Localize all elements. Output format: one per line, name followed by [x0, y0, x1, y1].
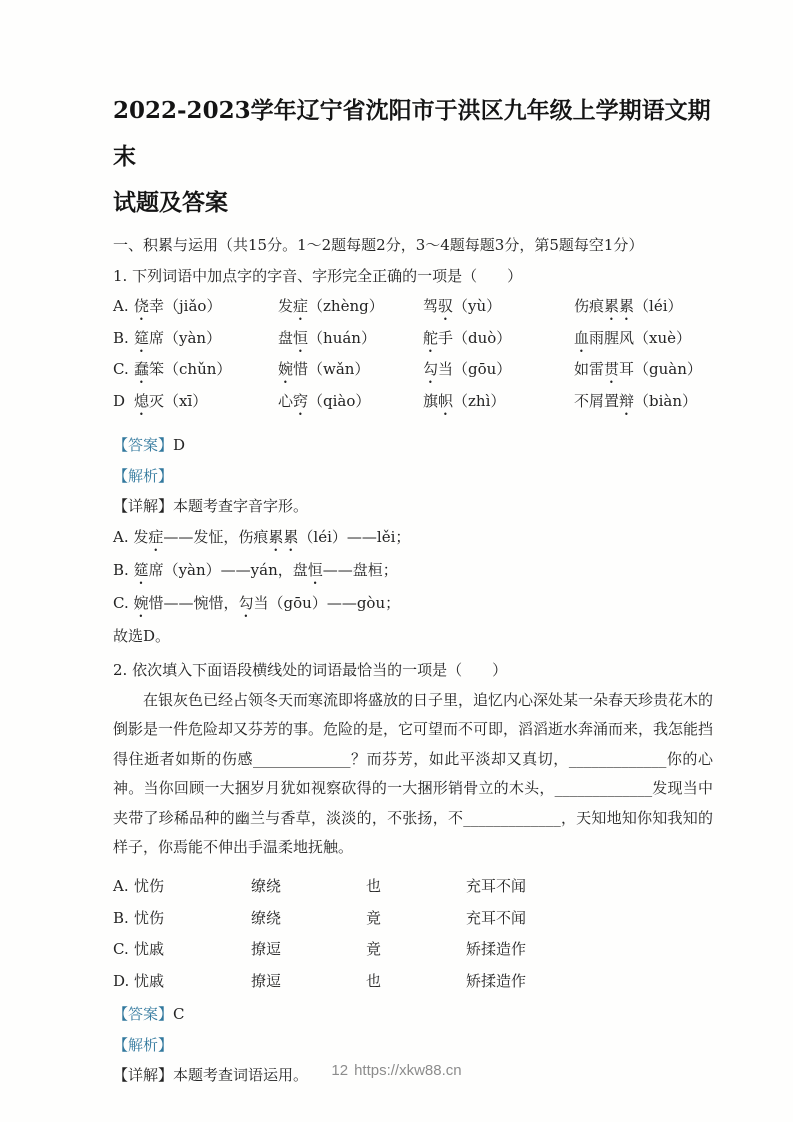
option-word: 忧戚 — [134, 971, 165, 990]
q1-analysis-line — [113, 461, 713, 492]
q1-detail-intro: 【详解】本题考查字音字形。 — [113, 497, 309, 515]
q2-option-b — [113, 903, 713, 935]
option-word: 侥幸（jiǎo） — [134, 297, 222, 315]
option-word: 筵席（yàn） — [134, 328, 222, 347]
option-word: 也 — [366, 971, 382, 990]
q2-option-a — [113, 871, 713, 903]
option-word: 矫揉造作 — [466, 971, 527, 990]
option-cell — [113, 966, 251, 998]
option-word: 舵手（duò） — [423, 328, 512, 347]
q1-options — [113, 291, 713, 417]
q1-detail-line-b: B. 筵席（yàn）——yán，盘恒——盘桓； — [113, 560, 398, 579]
option-word: 竟 — [366, 908, 382, 927]
q1-detail-line-a: A. 发症——发怔，伤痕累累（léi）——lěi； — [113, 527, 411, 546]
option-word: 如雷贯耳（guàn） — [574, 360, 702, 378]
option-word: 婉惜（wǎn） — [278, 360, 370, 378]
option-word: 撩逗 — [251, 971, 282, 990]
answer-label: 【答案】 — [113, 1005, 174, 1024]
document-content — [113, 88, 713, 1091]
option-word: 忧伤 — [134, 908, 165, 927]
option-word: 勾当（gōu） — [423, 360, 512, 378]
option-cell — [113, 354, 278, 387]
option-label: C. — [113, 940, 129, 959]
option-word: 撩逗 — [251, 940, 282, 959]
option-word: 血雨腥风（xuè） — [574, 328, 692, 347]
option-word: 伤痕累累（léi） — [574, 297, 683, 315]
analysis-label: 【解析】 — [113, 1035, 174, 1054]
q1-option-c — [113, 354, 713, 386]
q1-option-b — [113, 323, 713, 355]
q2-option-c — [113, 934, 713, 966]
q2-answer-value: C — [173, 1005, 185, 1024]
option-word: 盘恒（huán） — [278, 328, 376, 347]
q1-answer-line — [113, 430, 713, 461]
option-word: 缭绕 — [251, 877, 282, 896]
q1-answer-value: D — [173, 436, 186, 454]
q1-option-d — [113, 386, 713, 418]
option-word: 不屑置辩（biàn） — [574, 391, 698, 410]
option-word: 忧戚 — [134, 940, 165, 959]
q1-stem: 1. 下列词语中加点字的字音、字形完全正确的一项是（ ） — [113, 266, 523, 285]
page-number: 12 — [331, 1062, 349, 1079]
option-label: D — [113, 391, 126, 410]
option-word: 也 — [366, 877, 382, 896]
option-word: 竟 — [366, 940, 382, 959]
option-cell — [113, 871, 251, 903]
analysis-label: 【解析】 — [113, 466, 174, 485]
option-word: 忧伤 — [134, 877, 165, 896]
title-line-2: 试题及答案 — [113, 189, 228, 216]
option-label: B. — [113, 328, 129, 347]
q2-stem: 2. 依次填入下面语段横线处的词语最恰当的一项是（ ） — [113, 661, 508, 679]
option-label: A. — [113, 877, 129, 896]
section-heading: 一、积累与运用（共15分。1～2题每题2分，3～4题每题3分，第5题每空1分） — [113, 236, 644, 254]
option-word: 心窍（qiào） — [278, 391, 371, 410]
option-cell — [113, 903, 251, 935]
q2-analysis-line — [113, 1030, 713, 1061]
document-title — [113, 88, 713, 226]
option-word: 旗帜（zhì） — [423, 391, 506, 410]
option-label: D. — [113, 971, 130, 990]
q2-detail-intro: 【详解】本题考查词语运用。 — [113, 1066, 309, 1085]
answer-label: 【答案】 — [113, 436, 174, 454]
title-line-1: 2022-2023学年辽宁省沈阳市于洪区九年级上学期语文期末 — [113, 97, 711, 170]
footer-url: https://xkw88.cn — [354, 1062, 462, 1079]
option-word: 熄灭（xī） — [134, 391, 208, 410]
q1-option-a — [113, 291, 713, 323]
q2-answer-line — [113, 999, 713, 1030]
option-label: C. — [113, 360, 129, 378]
option-cell — [113, 323, 278, 356]
option-word: 缭绕 — [251, 908, 282, 927]
q1-conclusion: 故选D。 — [113, 626, 171, 645]
option-cell — [113, 934, 251, 966]
option-word: 充耳不闻 — [466, 877, 527, 896]
page-footer — [0, 1062, 793, 1079]
q2-passage: 在银灰色已经占领冬天而寒流即将盛放的日子里，追忆内心深处某一朵春天珍贵花木的倒影是一件危险却又芬芳的事。危险的是，它可望而不可即，滔滔逝水奔涌而来，我怎能挡得住逝者如斯的伤感_____________？而芬芳，如此平淡却又真切，_____________你的心神。当你回顾一大捆岁月犹如视察砍得的一大捆形销骨立的木头，_____________发现当中夹带了珍稀品种的幽兰与香草，淡淡的，不张扬，不_____________，天知地知你知我知的样子，你焉能不伸出手温柔地抚触。 — [113, 690, 714, 857]
option-cell — [113, 386, 278, 419]
option-word: 蠢笨（chǔn） — [134, 360, 232, 378]
option-word: 发症（zhèng） — [278, 297, 384, 315]
option-cell — [113, 291, 278, 324]
option-label: A. — [113, 297, 129, 315]
option-label: B. — [113, 908, 129, 927]
option-word: 充耳不闻 — [466, 908, 527, 927]
option-word: 矫揉造作 — [466, 940, 527, 959]
q2-options — [113, 871, 713, 997]
q1-detail-line-c: C. 婉惜——惋惜，勾当（gōu）——gòu； — [113, 593, 401, 612]
q2-option-d — [113, 966, 713, 998]
option-word: 驾驭（yù） — [423, 297, 502, 315]
